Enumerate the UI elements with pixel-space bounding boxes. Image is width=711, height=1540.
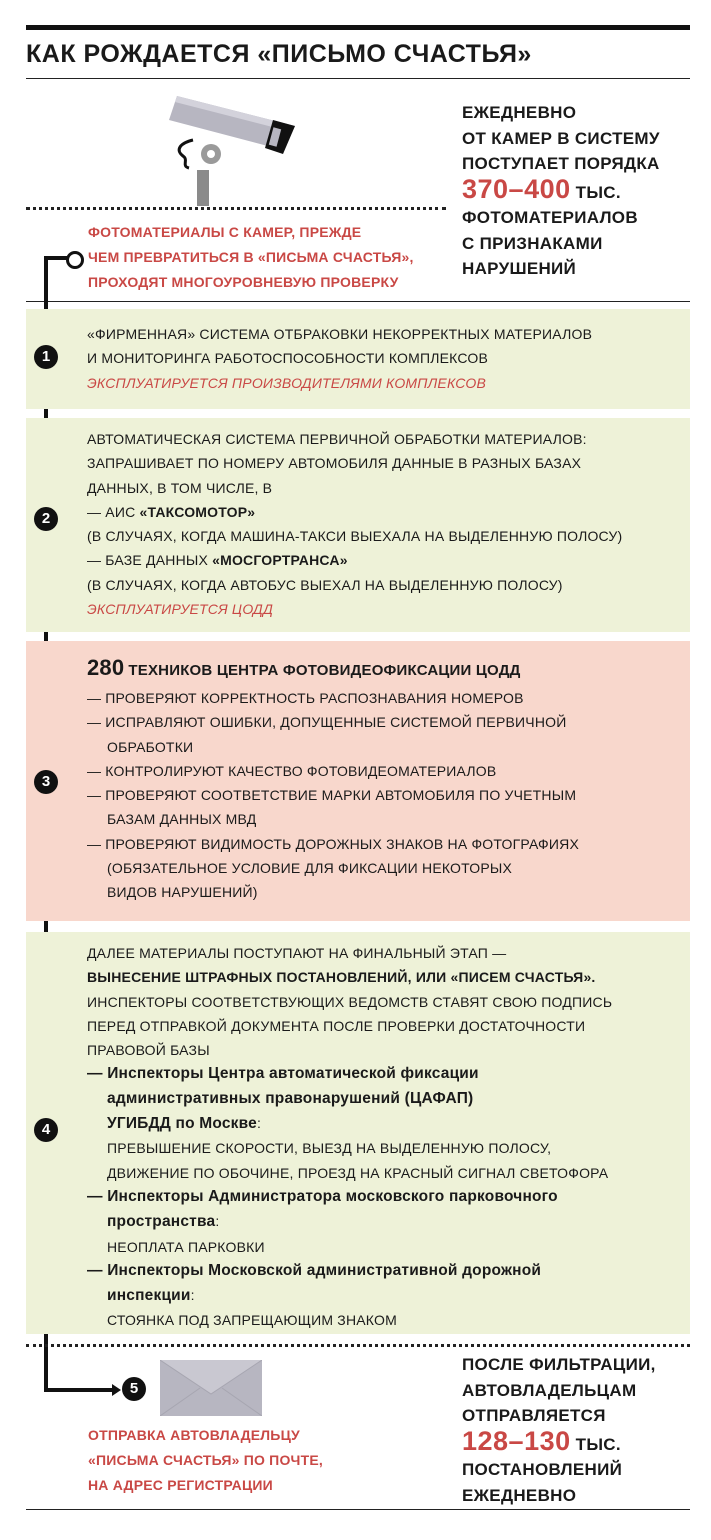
final-line: ПОСТАНОВЛЕНИЙ <box>462 1460 623 1479</box>
camera-icon <box>145 88 305 208</box>
envelope-icon <box>160 1360 262 1416</box>
step-4-text: ИНСПЕКТОРЫ СООТВЕТСТВУЮЩИХ ВЕДОМСТВ СТАВЯТ СВОЮ ПОДПИСЬ <box>87 993 613 1010</box>
step-1-text: «ФИРМЕННАЯ» СИСТЕМА ОТБРАКОВКИ НЕКОРРЕКТНЫХ МАТЕРИАЛОВ <box>87 326 593 342</box>
step-badge-5: 5 <box>122 1377 146 1401</box>
list-item: — ПРОВЕРЯЮТ КОРРЕКТНОСТЬ РАСПОЗНАВАНИЯ НОМЕРОВ <box>87 690 524 706</box>
flow-end-connector <box>44 1388 116 1392</box>
step-2-operator: ЭКСПЛУАТИРУЕТСЯ ЦОДД <box>87 601 274 618</box>
step-2-db-2: — БАЗЕ ДАННЫХ «МОСГОРТРАНСА» <box>87 552 348 569</box>
step-2-text: АВТОМАТИЧЕСКАЯ СИСТЕМА ПЕРВИЧНОЙ ОБРАБОТКИ МАТЕРИАЛОВ: <box>87 431 587 447</box>
step-1-operator: ЭКСПЛУАТИРУЕТСЯ ПРОИЗВОДИТЕЛЯМИ КОМПЛЕКСОВ <box>87 374 487 391</box>
camera-note-line: ФОТОМАТЕРИАЛЫ С КАМЕР, ПРЕЖДЕ <box>88 224 362 240</box>
list-item: (ОБЯЗАТЕЛЬНОЕ УСЛОВИЕ ДЛЯ ФИКСАЦИИ НЕКОТОРЫХ <box>107 860 513 877</box>
list-item: — ПРОВЕРЯЮТ ВИДИМОСТЬ ДОРОЖНЫХ ЗНАКОВ НА ФОТОГРАФИЯХ <box>87 835 580 852</box>
step-3-panel <box>26 641 690 921</box>
step-badge-1: 1 <box>34 345 58 369</box>
intro-lead: ЕЖЕДНЕВНО <box>462 103 577 122</box>
final-note <box>88 1423 408 1498</box>
final-line: ЕЖЕДНЕВНО <box>462 1485 577 1505</box>
final-note-line: «ПИСЬМА СЧАСТЬЯ» ПО ПОЧТЕ, <box>88 1452 323 1468</box>
camera-note <box>88 220 458 295</box>
step-4-emphasis: ВЫНЕСЕНИЕ ШТРАФНЫХ ПОСТАНОВЛЕНИЙ, ИЛИ «ПИСЕМ СЧАСТЬЯ». <box>87 969 596 986</box>
step-4-text: ПРАВОВОЙ БАЗЫ <box>87 1042 210 1059</box>
step-badge-4: 4 <box>34 1118 58 1142</box>
inspector-title: административных правонарушений (ЦАФАП) <box>107 1089 474 1107</box>
intro-line: ПОСТУПАЕТ ПОРЯДКА <box>462 154 660 173</box>
final-line: ПОСЛЕ ФИЛЬТРАЦИИ, <box>462 1355 656 1374</box>
technician-count: 280 <box>87 655 125 680</box>
step-2-db-note: (В СЛУЧАЯХ, КОГДА МАШИНА-ТАКСИ ВЫЕХАЛА НА ВЫДЕЛЕННУЮ ПОЛОСУ) <box>87 528 623 545</box>
step-4-panel <box>26 932 690 1334</box>
top-rule <box>26 25 690 30</box>
final-line: ОТПРАВЛЯЕТСЯ <box>462 1406 606 1425</box>
camera-note-line: ПРОХОДЯТ МНОГОУРОВНЕВУЮ ПРОВЕРКУ <box>88 274 399 290</box>
final-number-row <box>462 1425 707 1458</box>
inspector-duty: НЕОПЛАТА ПАРКОВКИ <box>107 1238 265 1255</box>
final-note-line: НА АДРЕС РЕГИСТРАЦИИ <box>88 1477 273 1493</box>
inspector-title: — Инспекторы Московской административной дорожной <box>87 1261 542 1279</box>
step-badge-2: 2 <box>34 507 58 531</box>
list-item: — КОНТРОЛИРУЮТ КАЧЕСТВО ФОТОВИДЕОМАТЕРИАЛОВ <box>87 762 497 779</box>
final-line: АВТОВЛАДЕЛЬЦАМ <box>462 1380 637 1400</box>
list-item: ВИДОВ НАРУШЕНИЙ) <box>107 884 258 901</box>
inspector-duty: СТОЯНКА ПОД ЗАПРЕЩАЮЩИМ ЗНАКОМ <box>107 1312 397 1329</box>
inspector-title: — Инспекторы Администратора московского парковочного <box>87 1187 558 1205</box>
flow-start-icon <box>66 251 84 269</box>
step-4-text: ПЕРЕД ОТПРАВКОЙ ДОКУМЕНТА ПОСЛЕ ПРОВЕРКИ ДОСТАТОЧНОСТИ <box>87 1017 586 1034</box>
intro-number: 370–400 <box>462 173 571 204</box>
intro-line: С ПРИЗНАКАМИ <box>462 233 603 253</box>
inspector-title: — Инспекторы Центра автоматической фиксации <box>87 1065 479 1083</box>
step-2-text: ДАННЫХ, В ТОМ ЧИСЛЕ, В <box>87 479 273 496</box>
step-2-db-note: (В СЛУЧАЯХ, КОГДА АВТОБУС ВЫЕХАЛ НА ВЫДЕЛЕННУЮ ПОЛОСУ) <box>87 576 563 593</box>
step-1-panel <box>26 309 690 409</box>
step-2-db-1: — АИС «ТАКСОМОТОР» <box>87 503 256 520</box>
intro-number-row <box>462 173 702 206</box>
camera-note-line: ЧЕМ ПРЕВРАТИТЬСЯ В «ПИСЬМА СЧАСТЬЯ», <box>88 249 414 265</box>
final-note-line: ОТПРАВКА АВТОВЛАДЕЛЬЦУ <box>88 1427 300 1443</box>
flow-end-arrow-icon <box>112 1384 121 1396</box>
intro-line: НАРУШЕНИЙ <box>462 259 577 278</box>
intro-line: ОТ КАМЕР В СИСТЕМУ <box>462 128 660 148</box>
inspector-duty: ПРЕВЫШЕНИЕ СКОРОСТИ, ВЫЕЗД НА ВЫДЕЛЕННУЮ ПОЛОСУ, <box>107 1140 552 1157</box>
list-item: БАЗАМ ДАННЫХ МВД <box>107 811 257 828</box>
intro-unit: ТЫС. <box>575 182 621 202</box>
step-2-panel <box>26 418 690 632</box>
inspector-duty: ДВИЖЕНИЕ ПО ОБОЧИНЕ, ПРОЕЗД НА КРАСНЫЙ СИГНАЛ СВЕТОФОРА <box>107 1164 609 1181</box>
section-divider <box>26 301 690 302</box>
step-2-text: ЗАПРАШИВАЕТ ПО НОМЕРУ АВТОМОБИЛЯ ДАННЫЕ В РАЗНЫХ БАЗАХ <box>87 455 582 472</box>
inspector-title-row: пространства: <box>107 1213 220 1231</box>
list-item: ОБРАБОТКИ <box>107 738 194 755</box>
final-stat <box>462 1352 707 1508</box>
list-item: — ПРОВЕРЯЮТ СООТВЕТСТВИЕ МАРКИ АВТОМОБИЛЯ ПО УЧЕТНЫМ <box>87 787 577 804</box>
bottom-rule <box>26 1509 690 1510</box>
step-3-heading: 280 ТЕХНИКОВ ЦЕНТРА ФОТОВИДЕОФИКСАЦИИ ЦОДД <box>87 655 521 680</box>
intro-line: ФОТОМАТЕРИАЛОВ <box>462 208 638 227</box>
step-4-text: ДАЛЕЕ МАТЕРИАЛЫ ПОСТУПАЮТ НА ФИНАЛЬНЫЙ ЭТАП — <box>87 945 507 961</box>
inspector-title-row: УГИБДД по Москве: <box>107 1115 262 1133</box>
db-name: «МОСГОРТРАНСА» <box>212 552 348 569</box>
final-number: 128–130 <box>462 1425 571 1456</box>
inspector-title-row: инспекции: <box>107 1287 195 1305</box>
step-badge-3: 3 <box>34 770 58 794</box>
page-title: КАК РОЖДАЕТСЯ «ПИСЬМО СЧАСТЬЯ» <box>26 40 532 68</box>
step-1-text: И МОНИТОРИНГА РАБОТОСПОСОБНОСТИ КОМПЛЕКСОВ <box>87 350 489 367</box>
intro-stat <box>462 100 702 282</box>
final-unit: ТЫС. <box>575 1434 621 1454</box>
title-underline <box>26 78 690 79</box>
dotted-divider <box>26 1344 690 1347</box>
dotted-divider <box>26 207 446 210</box>
list-item: — ИСПРАВЛЯЮТ ОШИБКИ, ДОПУЩЕННЫЕ СИСТЕМОЙ ПЕРВИЧНОЙ <box>87 714 567 731</box>
db-name: «ТАКСОМОТОР» <box>139 503 256 520</box>
